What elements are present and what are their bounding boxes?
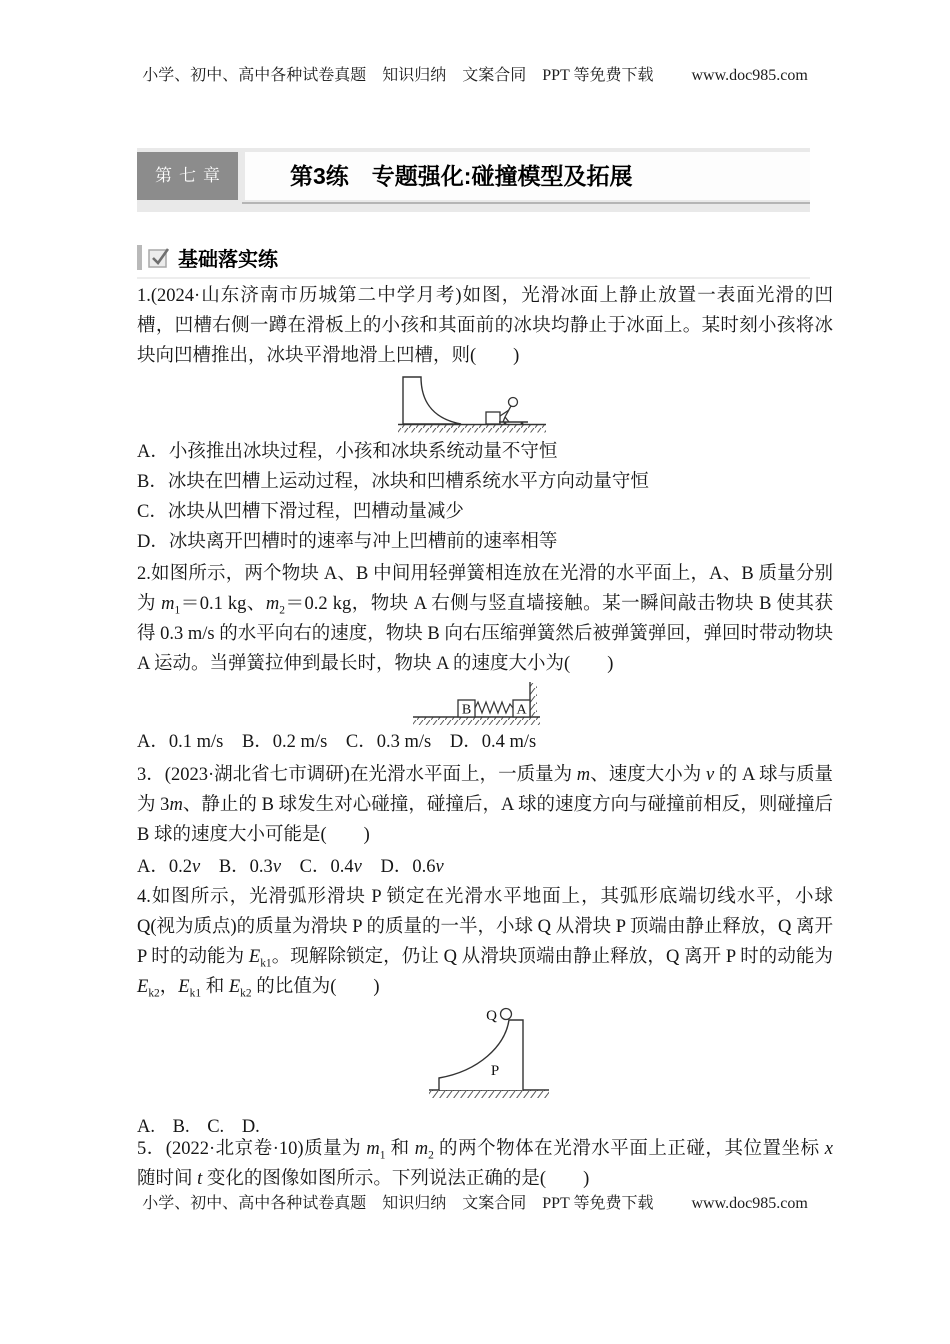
question-1-option-c: C．冰块从凹槽下滑过程，凹槽动量减少 xyxy=(137,502,464,522)
wall-hatch xyxy=(530,683,537,717)
chapter-label: 第七章 xyxy=(137,152,238,200)
ice-block-icon xyxy=(486,412,500,424)
title-box xyxy=(245,152,810,200)
question-3-option-c: C．0.4v xyxy=(299,857,362,877)
child-icon xyxy=(500,398,518,423)
checkbox-check-icon xyxy=(146,244,172,270)
block-b-label: B xyxy=(461,702,472,718)
question-4-option-c: C. xyxy=(207,1117,225,1137)
section-label: 基础落实练 xyxy=(178,248,278,271)
ground-hatch xyxy=(413,717,540,725)
footer-note xyxy=(0,1190,950,1213)
question-4-figure xyxy=(425,1003,560,1101)
question-2-option-d: D．0.4 m/s xyxy=(449,732,537,752)
question-1-figure xyxy=(395,372,560,436)
ground-hatch xyxy=(429,1090,549,1098)
header-note-text: 小学、初中、高中各种试卷真题 知识归纳 文案合同 PPT 等免费下载 xyxy=(142,67,654,84)
question-1-option-b: B．冰块在凹槽上运动过程，冰块和凹槽系统水平方向动量守恒 xyxy=(137,472,649,492)
question-3-stem: 3．(2023·湖北省七市调研)在光滑水平面上，一质量为 m、速度大小为 v 的 A 球与质量为 3m、静止的 B 球发生对心碰撞，碰撞后，A 球的速度方向与碰撞前相反，则碰撞后 B 球的速度大小可能是( ) xyxy=(137,763,833,845)
question-1-option-d: D．冰块离开凹槽时的速率与冲上凹槽前的速率相等 xyxy=(137,532,558,552)
question-3-option-b: B．0.3v xyxy=(218,857,282,877)
question-3-option-d: D．0.6v xyxy=(380,857,444,877)
question-2-option-a: A．0.1 m/s xyxy=(137,732,224,752)
block-a-label: A xyxy=(516,702,527,718)
question-2-option-b: B．0.2 m/s xyxy=(241,732,328,752)
ball-q-label: Q xyxy=(486,1008,497,1024)
footer-url: www.doc985.com xyxy=(691,1195,808,1212)
slide-p xyxy=(439,1020,523,1090)
question-2-option-c: C．0.3 m/s xyxy=(345,732,432,752)
question-4-stem: 4.如图所示，光滑弧形滑块 P 锁定在光滑水平地面上，其弧形底端切线水平，小球 Q(视为质点)的质量为滑块 P 的质量的一半，小球 Q 从滑块 P 顶端由静止释放，Q 离开 P 时的动能为 $E_{k1}$。现解除锁定，仍让 Q 从滑块顶端由静止释放，Q 离开 P 时的动能为 $E_{k2}$，$E_{k1}$ 和 $E_{k2}$ 的比值为( ) xyxy=(137,887,833,1000)
section-bar-icon xyxy=(137,245,142,270)
question-2-options xyxy=(137,727,833,757)
question-3-option-a: A．0.2v xyxy=(137,857,201,877)
question-1-option-a: A．小孩推出冰块过程，小孩和冰块系统动量不守恒 xyxy=(137,442,558,462)
question-4-option-a: A. xyxy=(137,1117,155,1137)
question-4-option-b: B. xyxy=(172,1117,190,1137)
ball-q xyxy=(501,1009,512,1020)
page-title: 第3练 专题强化:碰撞模型及拓展 xyxy=(290,163,633,189)
question-1-stem: 1.(2024·山东济南市历城第二中学月考)如图，光滑冰面上静止放置一表面光滑的凹槽，凹槽右侧一蹲在滑板上的小孩和其面前的冰块均静止于冰面上。某时刻小孩将冰块向凹槽推出，冰块平滑地滑上凹槽，则( ) xyxy=(137,284,833,366)
spring-icon xyxy=(475,702,513,713)
slide-p-label: P xyxy=(490,1063,500,1079)
question-2-figure xyxy=(410,680,550,728)
section-divider xyxy=(137,277,810,279)
header-url: www.doc985.com xyxy=(691,67,808,84)
header-note xyxy=(0,62,950,85)
ground-hatch xyxy=(398,425,546,433)
section-header xyxy=(137,243,278,271)
question-3-options xyxy=(137,852,833,882)
question-1-options xyxy=(137,437,833,557)
footer-note-text: 小学、初中、高中各种试卷真题 知识归纳 文案合同 PPT 等免费下载 xyxy=(142,1195,654,1212)
question-5-stem: 5．(2022·北京卷·10)质量为 $m_1$ 和 $m_2$ 的两个物体在光滑水平面上正碰，其位置坐标 x 随时间 t 变化的图像如图所示。下列说法正确的是( ) xyxy=(137,1139,833,1189)
ramp-icon xyxy=(403,377,461,424)
question-2-stem: 2.如图所示，两个物块 A、B 中间用轻弹簧相连放在光滑的水平面上，A、B 质量分别为 $m_1=0.1$ kg、$m_2=0.2$ kg，物块 A 右侧与竖直墙接触。某一瞬间敲击物块 B 使其获得 0.3 m/s 的水平向右的速度，物块 B 向右压缩弹簧然后被弹簧弹回，弹回时带动物块 A 运动。当弹簧拉伸到最长时，物块 A 的速度大小为( ) xyxy=(137,564,833,674)
question-4-option-d: D. xyxy=(241,1117,260,1137)
banner-divider xyxy=(242,202,810,204)
chapter-banner xyxy=(137,148,810,212)
